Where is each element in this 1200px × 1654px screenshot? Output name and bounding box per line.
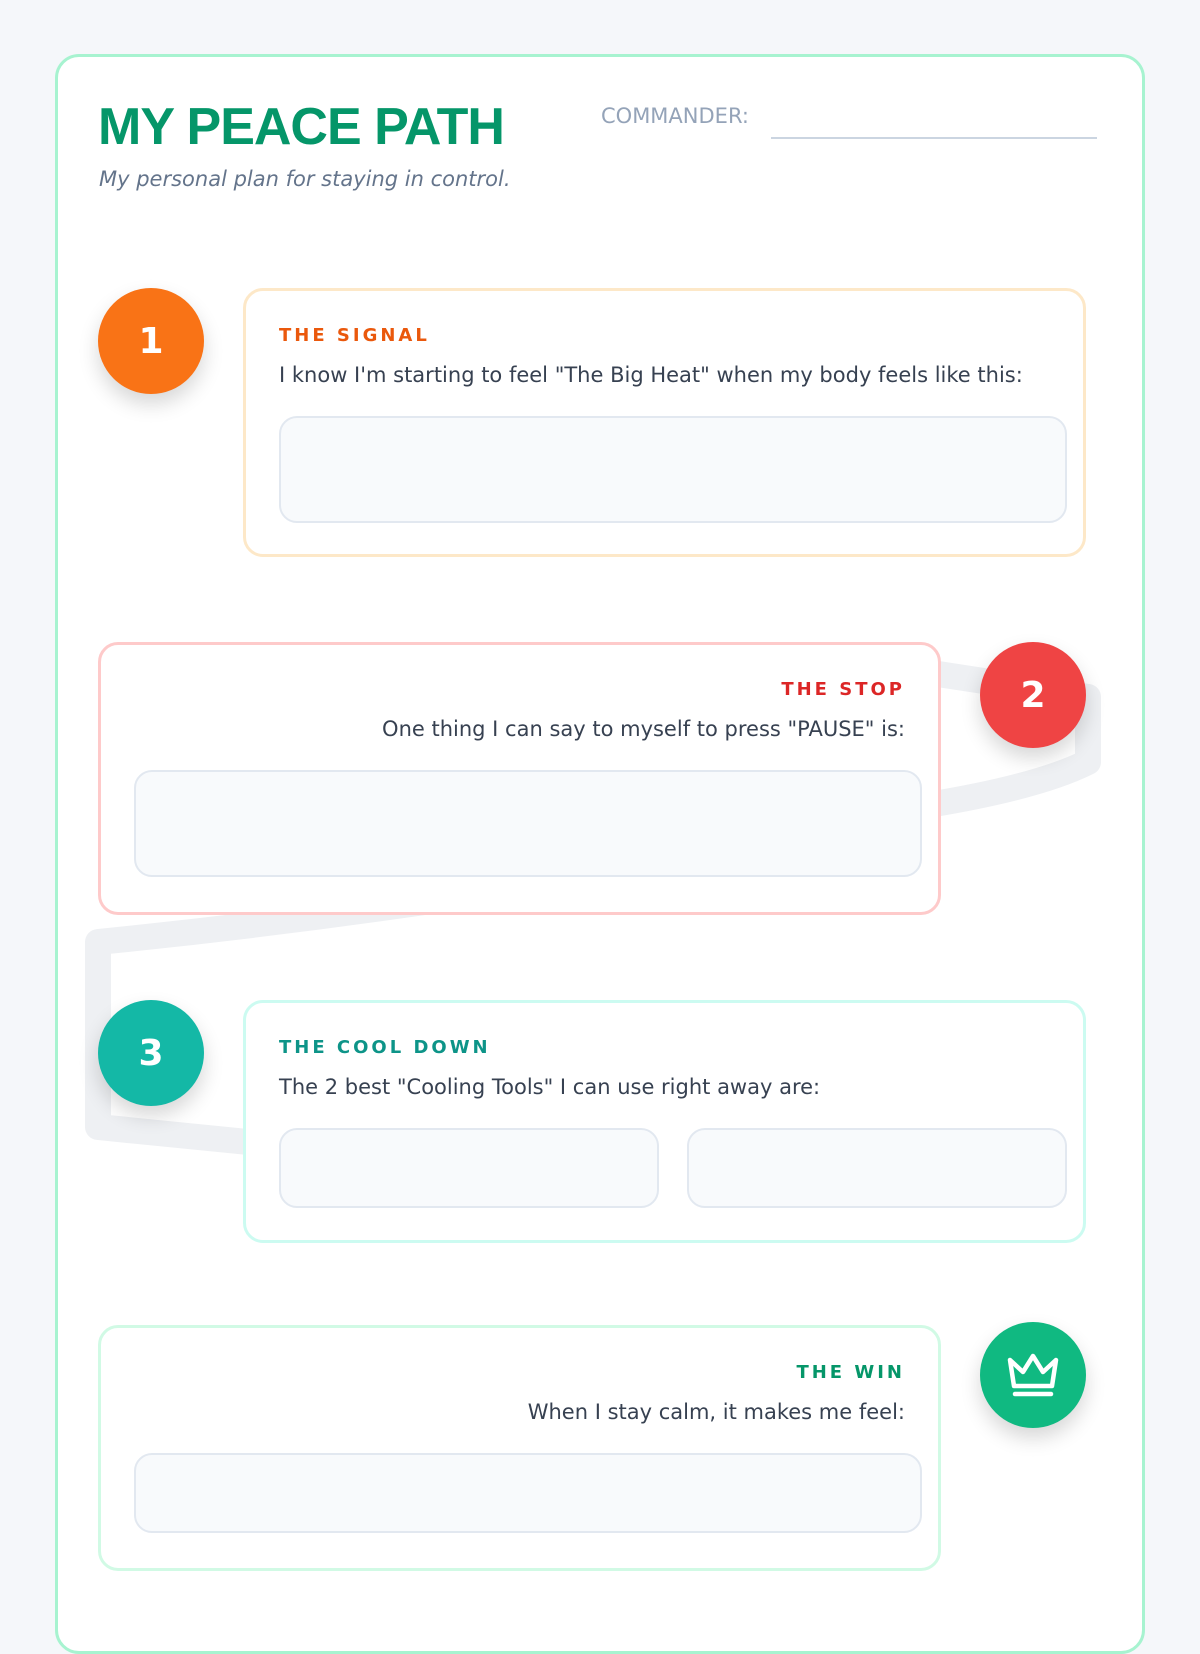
step-2-number: 2 xyxy=(1020,674,1046,716)
step-card-stop xyxy=(98,642,941,915)
step-2-title: THE STOP xyxy=(781,679,905,700)
page-title: MY PEACE PATH xyxy=(98,98,504,156)
commander-name-field[interactable] xyxy=(771,135,1097,139)
step-1-title: THE SIGNAL xyxy=(279,325,430,346)
page-subtitle: My personal plan for staying in control. xyxy=(99,167,511,191)
win-answer-field[interactable] xyxy=(134,1453,922,1533)
step-3-prompt: The 2 best "Cooling Tools" I can use right away are: xyxy=(279,1075,821,1099)
cooling-tool-2-field[interactable] xyxy=(687,1128,1067,1208)
win-badge xyxy=(980,1322,1086,1428)
step-card-win xyxy=(98,1325,941,1571)
step-1-prompt: I know I'm starting to feel "The Big Heat" when my body feels like this: xyxy=(279,363,1023,387)
win-prompt: When I stay calm, it makes me feel: xyxy=(527,1400,905,1424)
step-card-cool-down xyxy=(243,1000,1086,1243)
step-2-badge xyxy=(980,642,1086,748)
crown-icon xyxy=(1007,1352,1059,1398)
step-card-signal xyxy=(243,288,1086,557)
step-3-title: THE COOL DOWN xyxy=(279,1037,491,1058)
step-1-badge xyxy=(98,288,204,394)
step-2-prompt: One thing I can say to myself to press "PAUSE" is: xyxy=(382,717,905,741)
commander-label: COMMANDER: xyxy=(601,104,749,128)
pause-answer-field[interactable] xyxy=(134,770,922,877)
signal-answer-field[interactable] xyxy=(279,416,1067,523)
cooling-tool-1-field[interactable] xyxy=(279,1128,659,1208)
step-3-badge xyxy=(98,1000,204,1106)
win-title: THE WIN xyxy=(796,1362,905,1383)
worksheet-page xyxy=(55,54,1145,1654)
step-3-number: 3 xyxy=(138,1032,164,1074)
step-1-number: 1 xyxy=(138,320,164,362)
